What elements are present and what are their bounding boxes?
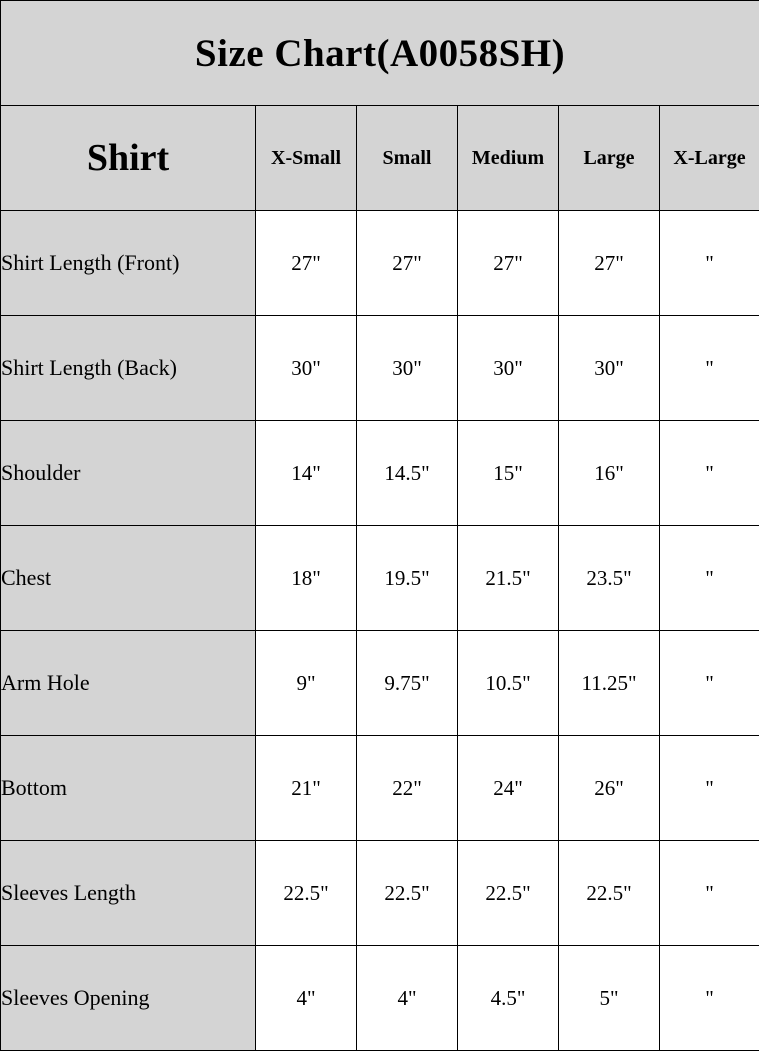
cell-sleeves-length-x-large: "	[660, 841, 759, 946]
cell-arm-hole-small: 9.75"	[357, 631, 458, 736]
cell-arm-hole-x-small: 9"	[256, 631, 357, 736]
table-row	[1, 421, 759, 526]
cell-arm-hole-x-large: "	[660, 631, 759, 736]
title-row	[1, 1, 759, 106]
column-header-small: Small	[357, 106, 458, 211]
row-label-chest: Chest	[1, 526, 256, 631]
cell-sleeves-opening-large: 5"	[559, 946, 660, 1051]
cell-shoulder-medium: 15"	[458, 421, 559, 526]
table-row	[1, 211, 759, 316]
page-title: Size Chart(A0058SH)	[1, 1, 759, 106]
cell-sleeves-length-medium: 22.5"	[458, 841, 559, 946]
cell-sleeves-opening-medium: 4.5"	[458, 946, 559, 1051]
cell-shirt-length-back-x-small: 30"	[256, 316, 357, 421]
cell-chest-x-large: "	[660, 526, 759, 631]
row-label-arm-hole: Arm Hole	[1, 631, 256, 736]
cell-shoulder-x-large: "	[660, 421, 759, 526]
cell-shirt-length-back-x-large: "	[660, 316, 759, 421]
row-label-shirt-length-front: Shirt Length (Front)	[1, 211, 256, 316]
cell-bottom-medium: 24"	[458, 736, 559, 841]
table-header-row	[1, 106, 759, 211]
cell-bottom-x-small: 21"	[256, 736, 357, 841]
cell-bottom-large: 26"	[559, 736, 660, 841]
cell-bottom-x-large: "	[660, 736, 759, 841]
cell-chest-large: 23.5"	[559, 526, 660, 631]
cell-shirt-length-back-medium: 30"	[458, 316, 559, 421]
cell-sleeves-opening-x-large: "	[660, 946, 759, 1051]
table-row	[1, 526, 759, 631]
cell-arm-hole-large: 11.25"	[559, 631, 660, 736]
row-header-label: Shirt	[1, 106, 256, 211]
row-label-sleeves-length: Sleeves Length	[1, 841, 256, 946]
column-header-large: Large	[559, 106, 660, 211]
cell-sleeves-length-large: 22.5"	[559, 841, 660, 946]
column-header-x-small: X-Small	[256, 106, 357, 211]
table-row	[1, 316, 759, 421]
column-header-x-large: X-Large	[660, 106, 759, 211]
cell-shirt-length-front-medium: 27"	[458, 211, 559, 316]
table-row	[1, 946, 759, 1051]
cell-sleeves-opening-x-small: 4"	[256, 946, 357, 1051]
cell-shirt-length-back-small: 30"	[357, 316, 458, 421]
row-label-shoulder: Shoulder	[1, 421, 256, 526]
cell-shoulder-small: 14.5"	[357, 421, 458, 526]
cell-shoulder-large: 16"	[559, 421, 660, 526]
cell-shirt-length-front-large: 27"	[559, 211, 660, 316]
cell-shirt-length-front-x-small: 27"	[256, 211, 357, 316]
cell-shoulder-x-small: 14"	[256, 421, 357, 526]
cell-sleeves-opening-small: 4"	[357, 946, 458, 1051]
cell-arm-hole-medium: 10.5"	[458, 631, 559, 736]
table-row	[1, 736, 759, 841]
row-label-shirt-length-back: Shirt Length (Back)	[1, 316, 256, 421]
cell-shirt-length-front-x-large: "	[660, 211, 759, 316]
row-label-sleeves-opening: Sleeves Opening	[1, 946, 256, 1051]
cell-chest-x-small: 18"	[256, 526, 357, 631]
cell-shirt-length-front-small: 27"	[357, 211, 458, 316]
cell-chest-small: 19.5"	[357, 526, 458, 631]
cell-bottom-small: 22"	[357, 736, 458, 841]
table-row	[1, 631, 759, 736]
row-label-bottom: Bottom	[1, 736, 256, 841]
cell-shirt-length-back-large: 30"	[559, 316, 660, 421]
column-header-medium: Medium	[458, 106, 559, 211]
cell-sleeves-length-small: 22.5"	[357, 841, 458, 946]
cell-sleeves-length-x-small: 22.5"	[256, 841, 357, 946]
table-row	[1, 841, 759, 946]
cell-chest-medium: 21.5"	[458, 526, 559, 631]
